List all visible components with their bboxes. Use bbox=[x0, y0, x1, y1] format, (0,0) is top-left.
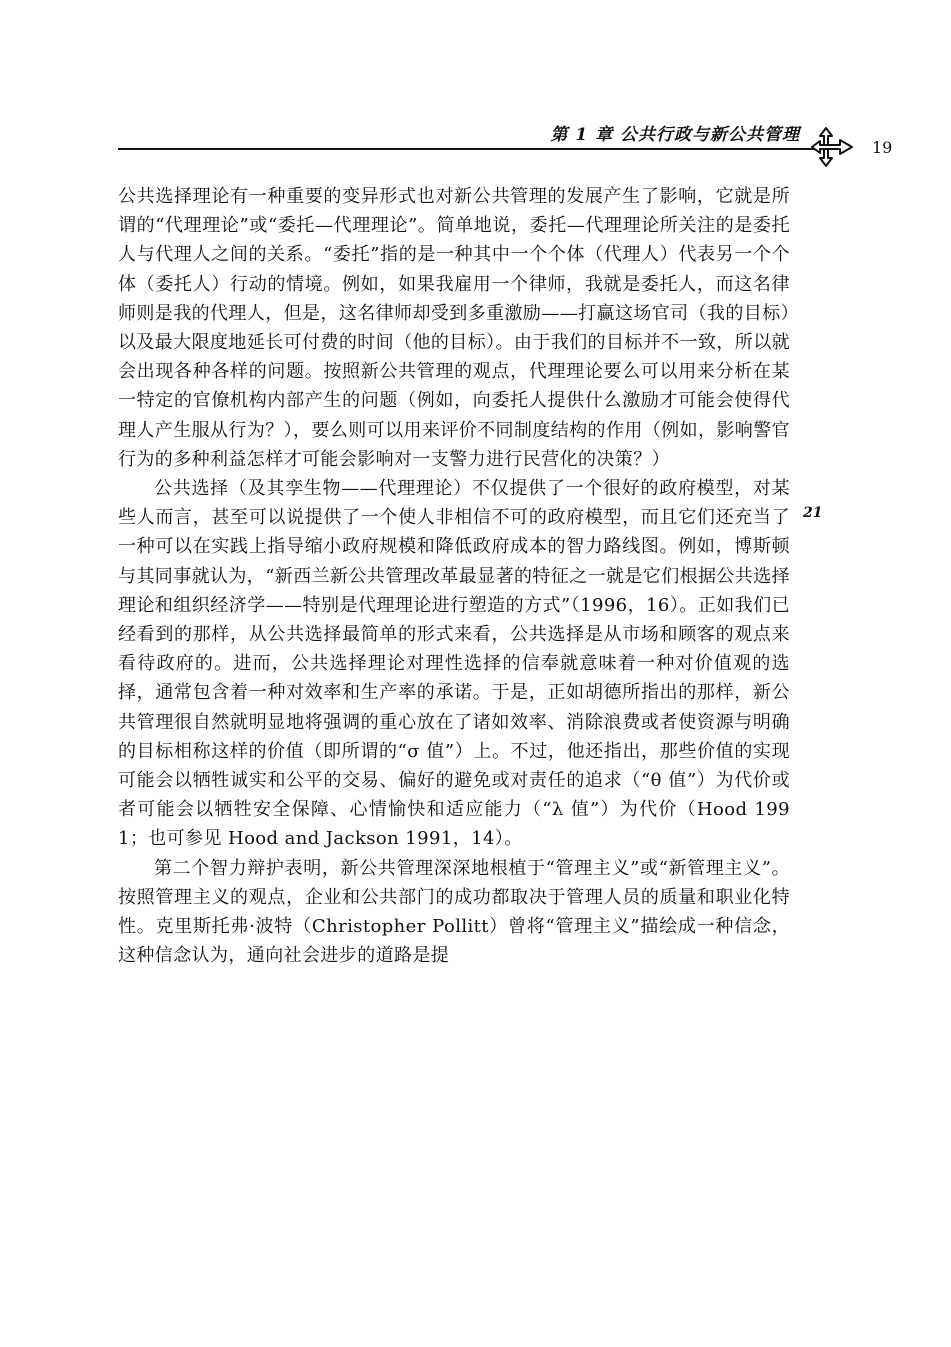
paragraph-3: 第二个智力辩护表明，新公共管理深深地根植于“管理主义”或“新管理主义”。按照管理主义的观点，企业和公共部门的成功都取决于管理人员的质量和职业化特性。克里斯托弗·波特（Christopher Pollitt）曾将“管理主义”描绘成一种信念，这种信念认为，通向社会进步的道路是提 bbox=[118, 857, 790, 967]
paragraph-1: 公共选择理论有一种重要的变异形式也对新公共管理的发展产生了影响，它就是所谓的“代理理论”或“委托—代理理论”。简单地说，委托—代理理论所关注的是委托人与代理人之间的关系。“委托”指的是一种其中一个个体（代理人）代表另一个个体（委托人）行动的情境。例如，如果我雇用一个律师，我就是委托人，而这名律师则是我的代理人，但是，这名律师却受到多重激励——打赢这场官司（我的目标）以及最大限度地延长可付费的时间（他的目标）。由于我们的目标并不一致，所以就会出现各种各样的问题。按照新公共管理的观点，代理理论要么可以用来分析在某一特定的官僚机构内部产生的问题（例如，向委托人提供什么激励才可能会使得代理人产生服从行为？），要么则可以用来评价不同制度结构的作用（例如，影响警官行为的多种利益怎样才可能会影响对一支警力进行民营化的决策？） bbox=[118, 186, 790, 470]
paragraph-2: 公共选择（及其孪生物——代理理论）不仅提供了一个很好的政府模型，对某些人而言，甚至可以说提供了一个使人非相信不可的政府模型，而且它们还充当了一种可以在实践上指导缩小政府规模和降低政府成本的智力路线图。例如，博斯顿与其同事就认为，“新西兰新公共管理改革最显著的特征之一就是它们根据公共选择理论和组织经济学——特别是代理理论进行塑造的方式”（1996，16）。正如我们已经看到的那样，从公共选择最简单的形式来看，公共选择是从市场和顾客的观点来看待政府的。进而，公共选择理论对理性选择的信奉就意味着一种对价值观的选择，通常包含着一种对效率和生产率的承诺。于是，正如胡德所指出的那样，新公共管理很自然就明显地将强调的重心放在了诸如效率、消除浪费或者使资源与明确的目标相称这样的价值（即所谓的“σ 值”）上。不过，他还指出，那些价值的实现可能会以牺牲诚实和公平的交易、偏好的避免或对责任的追求（“θ 值”）为代价或者可能会以牺牲安全保障、心情愉快和适应能力（“λ 值”）为代价（Hood 1991；也可参见 Hood and Jackson 1991，14）。 bbox=[118, 478, 790, 850]
double-arrow-cross-icon bbox=[806, 124, 856, 170]
chapter-header-title: 第 1 章 公共行政与新公共管理 bbox=[550, 125, 800, 145]
margin-page-reference: 21 bbox=[803, 505, 823, 521]
body-text bbox=[118, 182, 790, 970]
header-rule bbox=[118, 148, 818, 150]
page-number: 19 bbox=[872, 138, 893, 157]
